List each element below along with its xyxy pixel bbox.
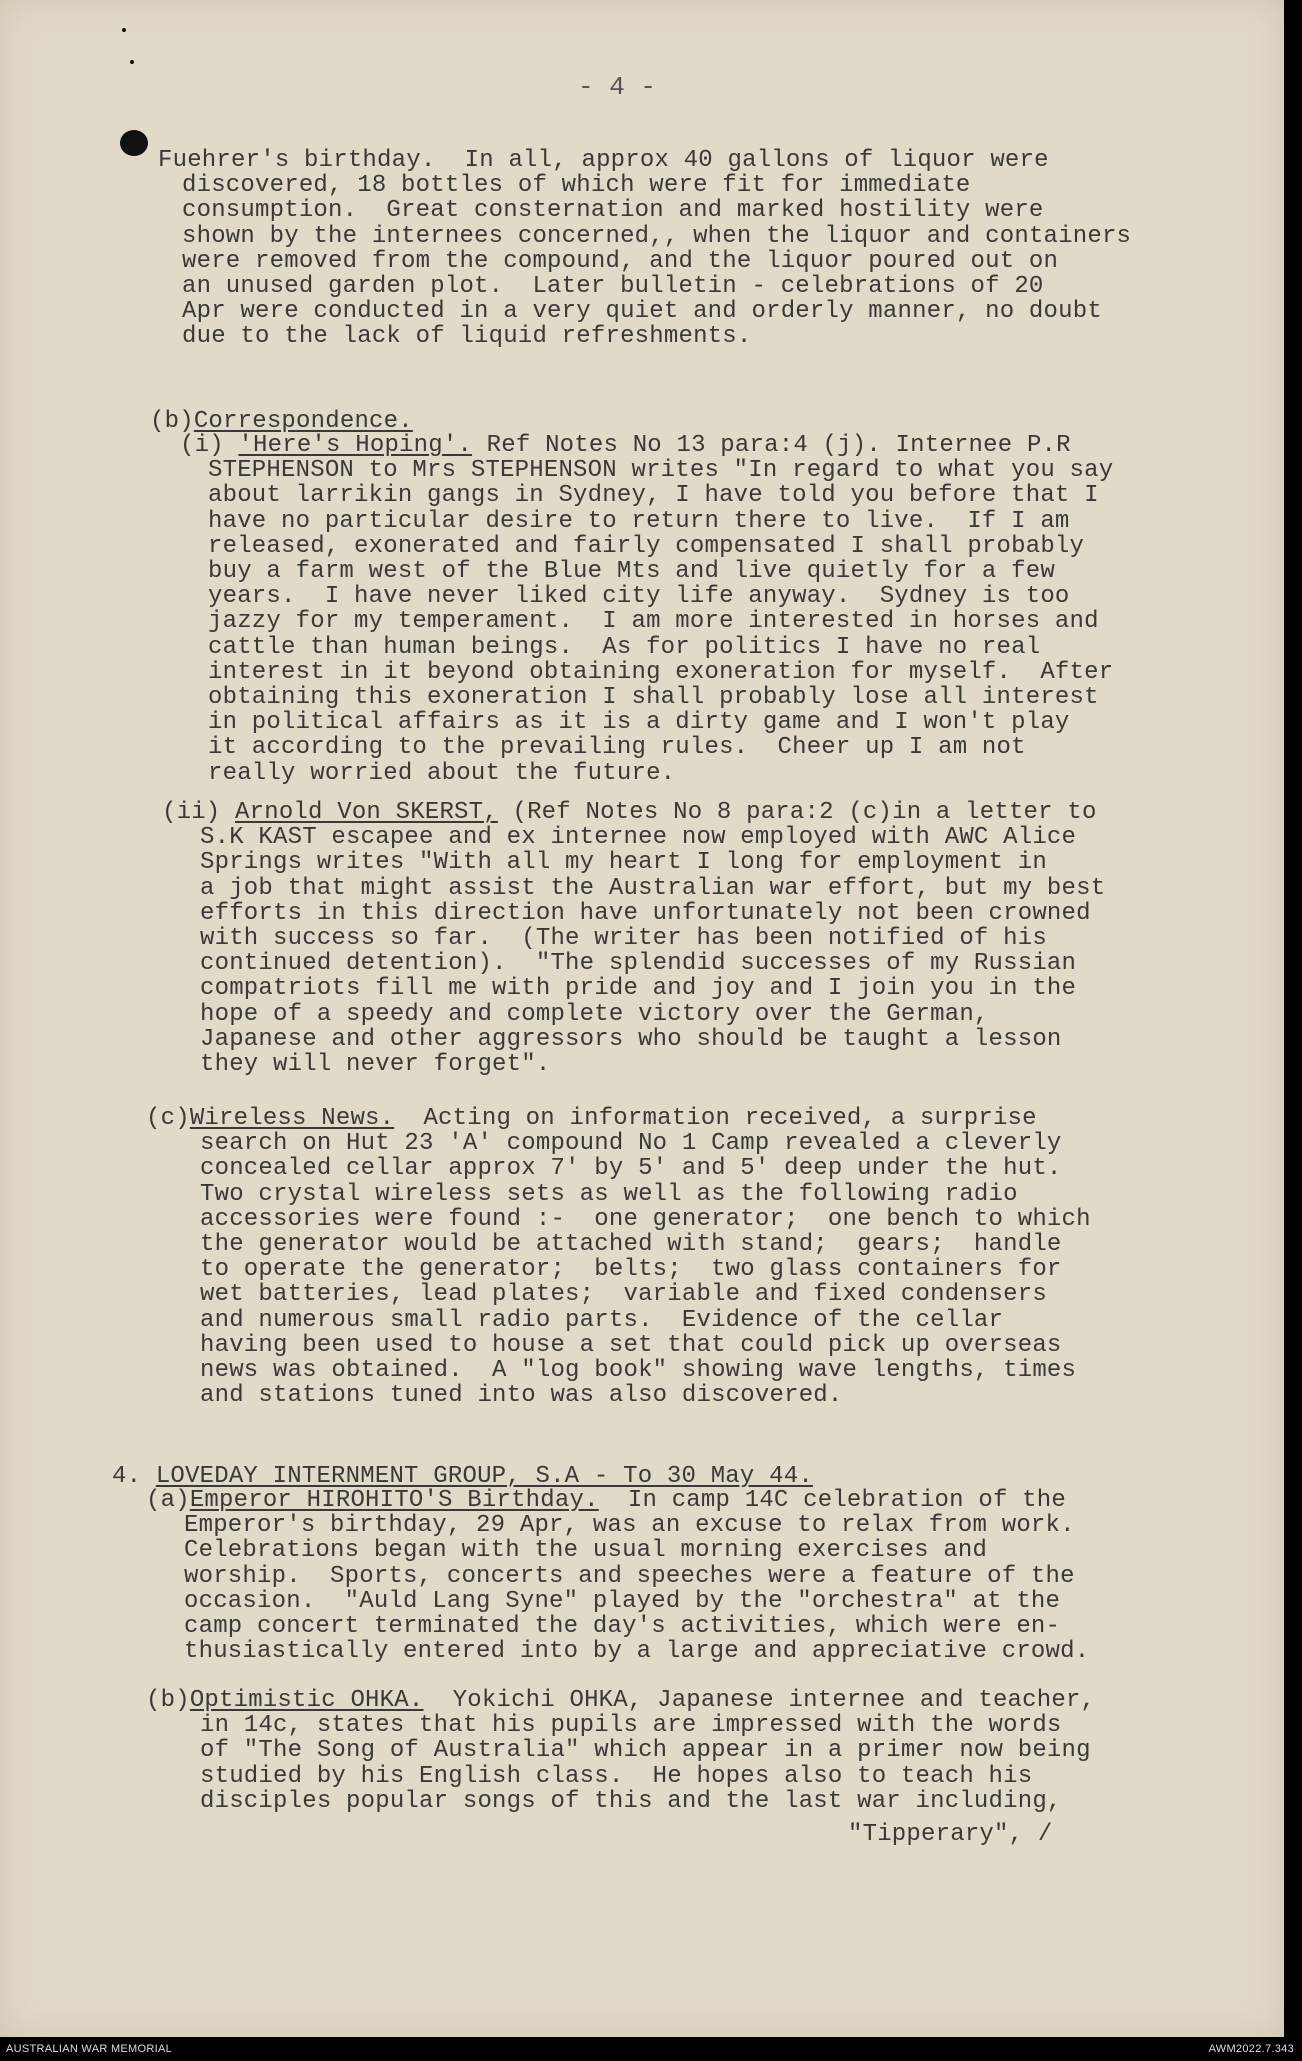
section-title: Correspondence. [193, 408, 413, 435]
text-line [200, 1027, 1062, 1052]
line-text: released, exonerated and fairly compensated I shall probably [208, 532, 1085, 560]
text-line [200, 1257, 1062, 1282]
text-line [182, 224, 1131, 249]
text-line [208, 635, 1040, 660]
text-line [200, 1182, 1018, 1207]
line-text: it according to the prevailing rules. Cheer up I am not [208, 734, 1026, 762]
text-line [200, 825, 1076, 850]
text-line [208, 559, 1055, 584]
text-line [208, 761, 675, 786]
line-text: in political affairs as it is a dirty game and I won't play [208, 709, 1070, 737]
text-line [208, 710, 1070, 735]
line-text: obtaining this exoneration I shall probably lose all interest [208, 684, 1099, 711]
line-text: cattle than human beings. As for politics I have no real [208, 633, 1041, 661]
section-prefix: (b) [150, 408, 194, 435]
line-text: Fuehrer's birthday. In all, approx 40 gallons of liquor were [158, 147, 1049, 174]
text-line [200, 1358, 1076, 1383]
text-line [182, 173, 971, 198]
line-text: discovered, 18 bottles of which were fit for immediate [182, 172, 971, 200]
line-text: and stations tuned into was also discovered. [200, 1382, 843, 1410]
line-text: studied by his English class. He hopes also to teach his [200, 1762, 1033, 1790]
line-text: concealed cellar approx 7' by 5' and 5' deep under the hut. [200, 1155, 1062, 1183]
line-text: Emperor's birthday, 29 Apr, was an excuse to relax from work. [184, 1512, 1075, 1540]
item-prefix: (ii) [162, 799, 236, 826]
line-text: continued detention). "The splendid successes of my Russian [200, 950, 1077, 978]
line-text: buy a farm west of the Blue Mts and live quietly for a few [208, 558, 1055, 585]
text-line [200, 1713, 1062, 1738]
text-line [208, 458, 1113, 483]
text-line [200, 1764, 1032, 1789]
line-text: and numerous small radio parts. Evidence of the cellar [200, 1306, 1004, 1334]
section-c-heading [146, 1106, 1037, 1131]
text-line [200, 951, 1076, 976]
item-ii-heading [162, 800, 1097, 825]
line-text: Acting on information received, a surprise [394, 1105, 1037, 1132]
line-text: wet batteries, lead plates; variable and fixed condensers [200, 1281, 1047, 1309]
footer-left: AUSTRALIAN WAR MEMORIAL [6, 2043, 173, 2055]
line-text: years. I have never liked city life anyway. Sydney is too [208, 583, 1070, 611]
line-text: having been used to house a set that could pick up overseas [200, 1331, 1062, 1359]
punch-hole-mark [120, 130, 148, 156]
text-line [200, 1232, 1062, 1257]
line-text: Springs writes "With all my heart I long for employment in [200, 849, 1047, 877]
line-text: camp concert terminated the day's activities, which were en- [184, 1613, 1061, 1640]
line-text: Celebrations began with the usual morning exercises and [184, 1537, 988, 1565]
text-line [200, 1052, 550, 1077]
section-heading-b [150, 409, 413, 434]
text-line [200, 926, 1047, 951]
line-text: In camp 14C celebration of the [598, 1487, 1066, 1514]
text-line [182, 324, 752, 349]
item-i-heading [180, 433, 1071, 458]
text-line [200, 1156, 1062, 1181]
line-text: efforts in this direction have unfortunately not been crowned [200, 899, 1091, 927]
item-prefix: (i) [180, 432, 239, 459]
section-heading-4 [112, 1464, 813, 1489]
text-line [184, 1589, 1060, 1614]
line-text: they will never forget". [200, 1051, 551, 1078]
item-title: 'Here's Hoping'. [238, 432, 473, 459]
line-text: to operate the generator; belts; two glass containers for [200, 1256, 1062, 1284]
line-text: S.K KAST escapee and ex internee now employed with AWC Alice [200, 824, 1077, 852]
text-line [208, 534, 1084, 559]
item-title: Optimistic OHKA. [189, 1687, 424, 1714]
line-text: Japanese and other aggressors who should be taught a lesson [200, 1025, 1062, 1053]
line-text: compatriots fill me with pride and joy and I join you in the [200, 975, 1077, 1003]
item-title: Emperor HIROHITO'S Birthday. [189, 1487, 599, 1514]
text-line [200, 1383, 843, 1408]
text-line [182, 274, 1044, 299]
line-text: the generator would be attached with stand; gears; handle [200, 1231, 1062, 1258]
text-line [208, 584, 1070, 609]
text-line [200, 1789, 1062, 1814]
text-line [184, 1564, 1075, 1589]
line-text: STEPHENSON to Mrs STEPHENSON writes "In regard to what you say [208, 457, 1114, 485]
line-text: due to the lack of liquid refreshments. [182, 323, 752, 351]
line-text: occasion. "Auld Lang Syne" played by the "orchestra" at the [184, 1587, 1061, 1615]
text-line [200, 1738, 1091, 1763]
text-line [182, 249, 1058, 274]
line-text: hope of a speedy and complete victory over the German, [200, 1000, 989, 1028]
text-line [184, 1639, 1089, 1664]
item-prefix: (b) [146, 1687, 190, 1714]
text-line [158, 148, 1049, 173]
item-title: Arnold Von SKERST, [235, 799, 498, 826]
section-title: LOVEDAY INTERNMENT GROUP, S.A - To 30 May 44. [155, 1463, 813, 1490]
text-line [208, 483, 1099, 508]
line-text: search on Hut 23 'A' compound No 1 Camp revealed a cleverly [200, 1130, 1062, 1158]
line-text: Apr were conducted in a very quiet and orderly manner, no doubt [182, 298, 1102, 326]
line-text: thusiastically entered into by a large and appreciative crowd. [184, 1638, 1090, 1666]
line-text: in 14c, states that his pupils are impressed with the words [200, 1712, 1062, 1740]
line-text: shown by the internees concerned,, when the liquor and containers [182, 222, 1132, 250]
line-text: consumption. Great consternation and marked hostility were [182, 197, 1044, 225]
catchword-text: "Tipperary", / [848, 1821, 1053, 1848]
text-line [208, 735, 1026, 760]
section-4b-heading [146, 1688, 1095, 1713]
text-line [200, 1308, 1003, 1333]
line-text: worship. Sports, concerts and speeches were a feature of the [184, 1562, 1075, 1590]
text-line [200, 976, 1076, 1001]
line-text: disciples popular songs of this and the last war including, [200, 1787, 1062, 1815]
text-line [200, 876, 1105, 901]
line-text: jazzy for my temperament. I am more interested in horses and [208, 608, 1099, 636]
item-prefix: (a) [146, 1487, 190, 1514]
line-text: news was obtained. A "log book" showing wave lengths, times [200, 1357, 1077, 1384]
text-line [182, 198, 1044, 223]
text-line [208, 660, 1113, 685]
text-line [200, 1282, 1047, 1307]
text-line [184, 1538, 987, 1563]
text-line [200, 1207, 1091, 1232]
footer-right: AWM2022.7.343 [1208, 2043, 1294, 2055]
text-line [208, 685, 1099, 710]
line-text: Two crystal wireless sets as well as the following radio [200, 1180, 1018, 1208]
line-text: were removed from the compound, and the liquor poured out on [182, 247, 1059, 275]
line-text: an unused garden plot. Later bulletin - celebrations of 20 [182, 273, 1044, 300]
line-text: (Ref Notes No 8 para:2 (c)in a letter to [497, 799, 1097, 826]
catchword [848, 1822, 1052, 1847]
text-line [184, 1614, 1060, 1639]
text-line [208, 509, 1070, 534]
line-text: Yokichi OHKA, Japanese internee and teacher, [423, 1687, 1096, 1714]
text-line [200, 1333, 1062, 1358]
line-text: really worried about the future. [208, 759, 676, 787]
line-text: have no particular desire to return there to live. If I am [208, 507, 1070, 535]
line-text: about larrikin gangs in Sydney, I have told you before that I [208, 482, 1099, 510]
page-number: - 4 - [578, 72, 657, 102]
line-text: with success so far. (The writer has been notified of his [200, 925, 1047, 952]
line-text: interest in it beyond obtaining exoneration for myself. After [208, 658, 1114, 686]
text-line [200, 1131, 1062, 1156]
line-text: accessories were found :- one generator; one bench to which [200, 1205, 1091, 1233]
punch-hole-mark [130, 60, 134, 64]
line-text: Ref Notes No 13 para:4 (j). Internee P.R [472, 432, 1071, 459]
text-line [200, 850, 1047, 875]
line-text: a job that might assist the Australian war effort, but my best [200, 874, 1106, 902]
item-prefix: (c) [146, 1105, 190, 1132]
item-title: Wireless News. [189, 1105, 395, 1132]
section-4a-heading [146, 1488, 1066, 1513]
line-text: of "The Song of Australia" which appear in a primer now being [200, 1737, 1091, 1765]
text-line [184, 1513, 1075, 1538]
text-line [200, 901, 1091, 926]
punch-hole-mark [122, 28, 126, 32]
text-line [200, 1002, 989, 1027]
text-line [208, 609, 1099, 634]
section-prefix: 4. [112, 1463, 156, 1490]
text-line [182, 299, 1102, 324]
